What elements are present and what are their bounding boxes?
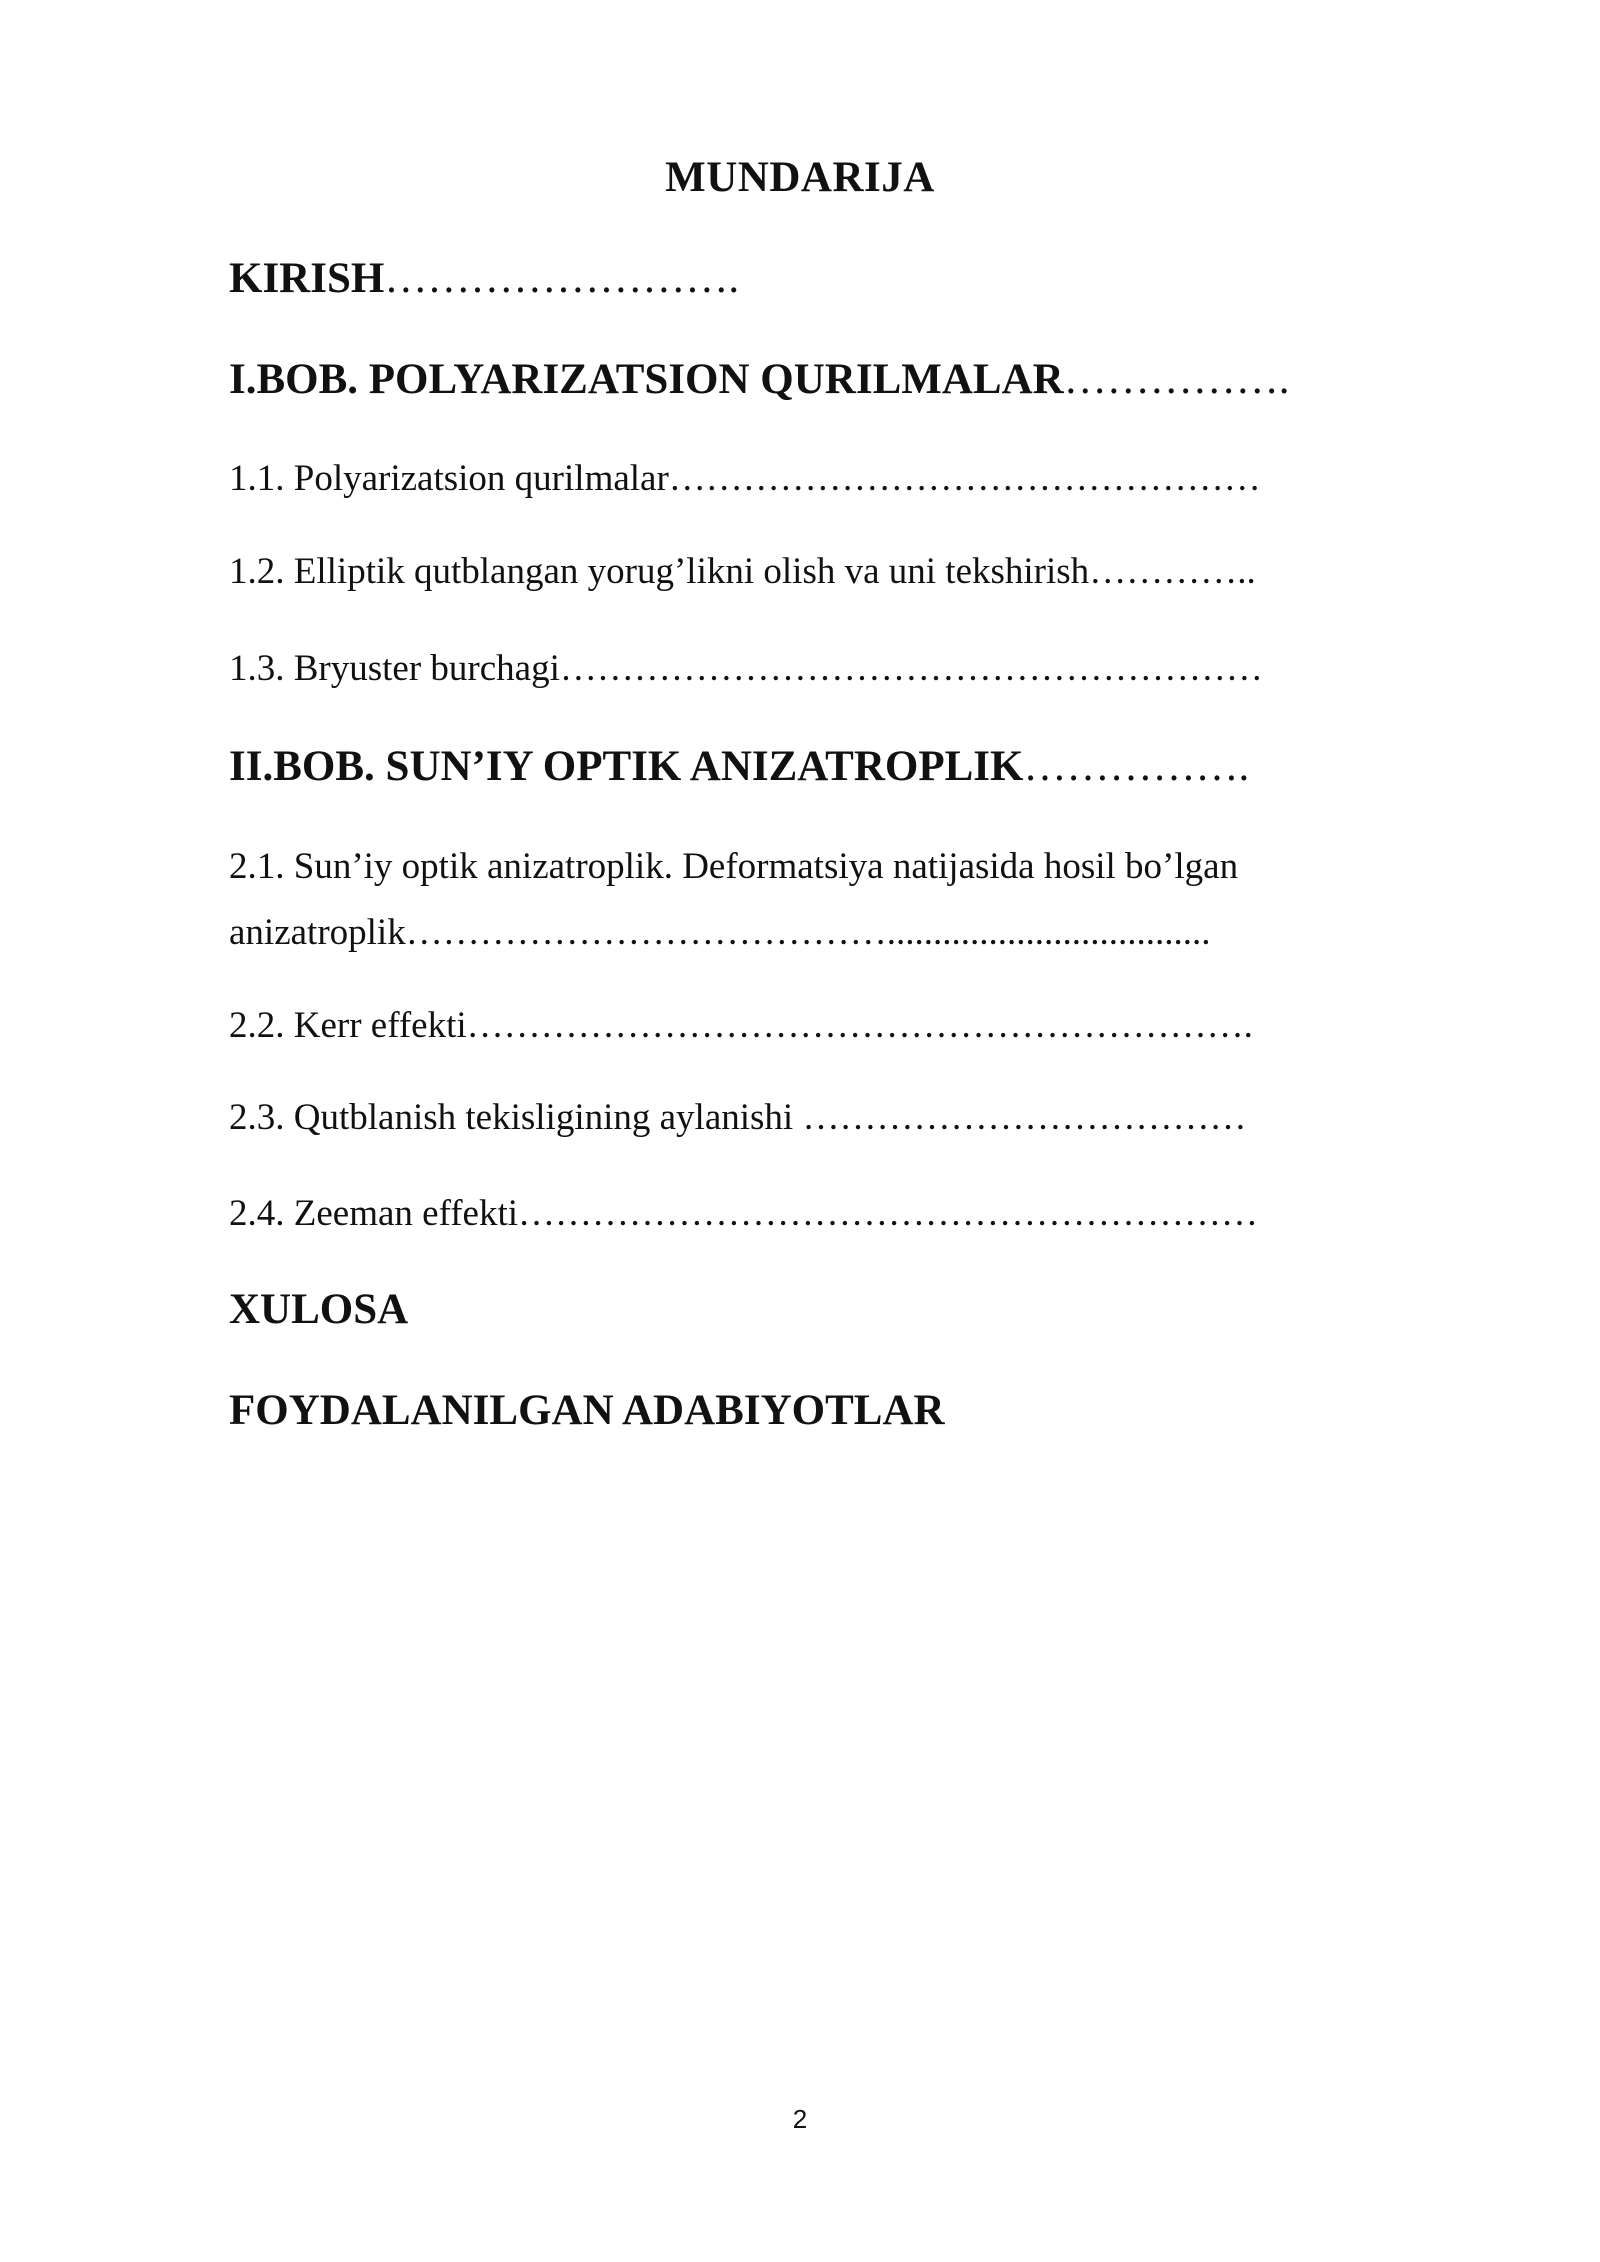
toc-entry-adabiyotlar — [229, 1386, 945, 1435]
toc-entry-label: I.BOB. POLYARIZATSION QURILMALAR — [229, 356, 1064, 403]
toc-entry-label: 2.2. Kerr effekti — [229, 1005, 467, 1046]
toc-entry-label: anizatroplik — [229, 912, 406, 953]
toc-entry-label: 2.1. Sun’iy optik anizatroplik. Deformatsiya natijasida hosil bo’lgan — [229, 846, 1239, 887]
toc-entry-kirish — [229, 254, 739, 303]
toc-leader-dots: ………………………………………………………. — [466, 1005, 1253, 1046]
toc-entry-label: 1.3. Bryuster burchagi — [229, 648, 560, 689]
toc-entry-xulosa — [229, 1285, 408, 1334]
toc-entry-1-3 — [229, 647, 1263, 690]
toc-leader-dots: …………………………………………………… — [518, 1193, 1259, 1234]
page-title: MUNDARIJA — [665, 154, 935, 201]
toc-entry-2-2 — [229, 1004, 1253, 1047]
toc-entry-label: KIRISH — [229, 255, 385, 302]
toc-entry-1-1 — [229, 457, 1261, 500]
toc-entry-label: XULOSA — [229, 1286, 409, 1333]
toc-entry-label: II.BOB. SUN’IY OPTIK ANIZATROPLIK — [229, 743, 1024, 790]
toc-entry-2-4 — [229, 1192, 1258, 1235]
toc-entry-1-2 — [229, 550, 1256, 593]
toc-entry-2-1-continuation — [229, 911, 1210, 954]
toc-entry-label: 2.3. Qutblanish tekisligining aylanishi — [229, 1097, 803, 1138]
toc-entry-2-3 — [229, 1096, 1246, 1139]
toc-entry-chapter-2 — [229, 742, 1249, 791]
toc-leader-dots: ………….. — [1089, 551, 1256, 592]
toc-leader-dots: ………………………………………… — [668, 458, 1261, 499]
toc-entry-chapter-1 — [229, 355, 1289, 404]
toc-leader-dots: ………………………………………………… — [559, 648, 1263, 689]
toc-entry-2-1 — [229, 845, 1238, 888]
toc-leader-dots: ……………. — [1063, 356, 1290, 403]
toc-entry-label: 2.4. Zeeman effekti — [229, 1193, 519, 1234]
toc-entry-label: FOYDALANILGAN ADABIYOTLAR — [229, 1387, 945, 1434]
toc-leader-dots: ……………………………… — [802, 1097, 1247, 1138]
page-number: 2 — [792, 2104, 808, 2134]
toc-entry-label: 1.1. Polyarizatsion qurilmalar — [229, 458, 669, 499]
toc-leader-dots: ……………. — [1023, 743, 1250, 790]
toc-entry-label: 1.2. Elliptik qutblangan yorug’likni olish va uni tekshirish — [229, 551, 1090, 592]
toc-leader-dots: ……………………. — [384, 255, 740, 302]
toc-leader-dots: …………………………………................................... — [405, 912, 1211, 953]
